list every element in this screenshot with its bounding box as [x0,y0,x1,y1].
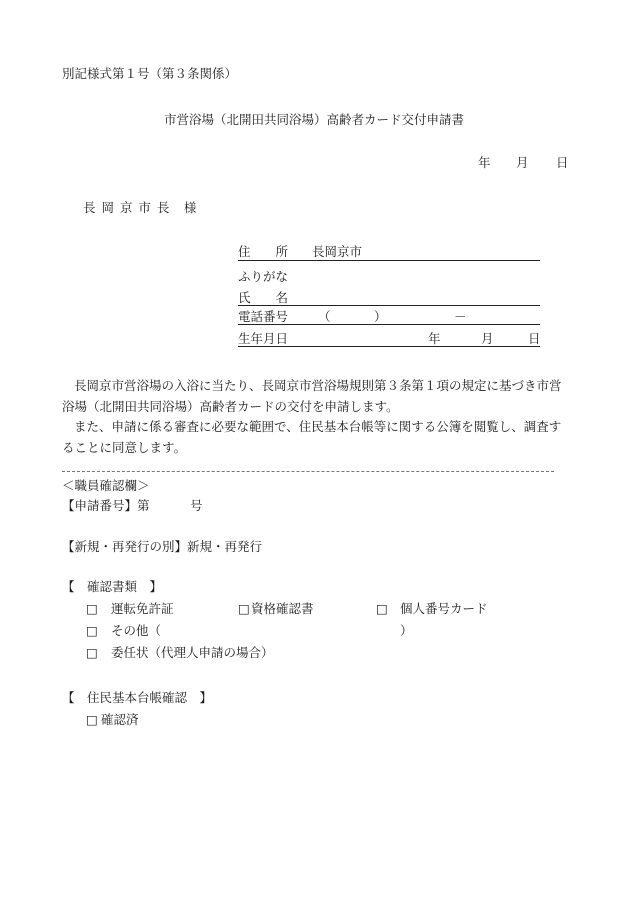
other-label: その他（ [111,623,162,638]
furigana-label: ふりがな [238,269,289,284]
checkbox-qualification[interactable]: □ [238,601,250,616]
phone-label: 電話番号 [238,309,289,324]
address-label: 住 所 [238,244,289,259]
birth-month: 月 [481,331,494,346]
application-number-label: 【申請番号】第 [62,498,150,513]
other-close-paren: ） [400,623,413,638]
birthdate-underline[interactable] [238,346,540,347]
phone-close-paren: ） [374,309,387,324]
birth-day: 日 [528,331,541,346]
birthdate-label: 生年月日 [238,331,289,346]
registry-header: 【 住民基本台帳確認 】 [62,690,213,705]
staff-divider [62,471,554,472]
body-paragraph-1: 長岡京市営浴場の入浴に当たり、長岡京市営浴場規則第３条第１項の規定に基づき市営浴場（北開田共同浴場）高齢者カードの交付を申請します。 [62,378,562,414]
checkbox-license[interactable]: □ [86,601,98,616]
new-reissue-label: 【新規・再発行の別】新規・再発行 [62,539,263,554]
addressee: 長 岡 京 市 長 様 [83,200,198,215]
checkbox-proxy[interactable]: □ [86,645,98,660]
name-underline[interactable] [238,305,540,306]
address-underline [238,260,540,261]
my-number-label: 個人番号カード [400,601,488,616]
phone-underline[interactable] [238,324,540,325]
checkbox-confirmed[interactable]: □ [86,712,98,727]
checkbox-other[interactable]: □ [86,623,98,638]
qualification-label: 資格確認書 [251,601,314,616]
date-year[interactable]: 年 [478,155,491,170]
page-title: 市営浴場（北開田共同浴場）高齢者カード交付申請書 [164,112,465,127]
birth-year: 年 [428,331,441,346]
proxy-label: 委任状（代理人申請の場合） [111,645,274,660]
name-label: 氏 名 [238,290,289,305]
checkbox-my-number[interactable]: □ [376,601,388,616]
application-number-suffix: 号 [190,498,203,513]
phone-dash: － [454,309,467,324]
staff-header: ＜職員確認欄＞ [62,478,150,493]
date-month[interactable]: 月 [516,155,529,170]
form-number: 別記様式第１号（第３条関係） [62,66,238,81]
license-label: 運転免許証 [111,601,174,616]
documents-header: 【 確認書類 】 [62,579,163,594]
phone-open-paren: （ [318,309,331,324]
body-paragraph-2: また、申請に係る審査に必要な範囲で、住民基本台帳等に関する公簿を閲覧し、調査することに同意します。 [62,419,562,455]
confirmed-label: 確認済 [101,712,139,727]
date-day[interactable]: 日 [556,155,569,170]
address-value[interactable]: 長岡京市 [312,244,363,259]
